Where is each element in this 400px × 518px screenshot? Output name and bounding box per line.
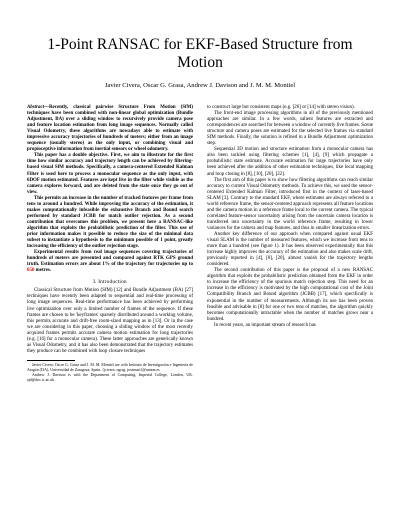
highlighted-number: 650 [27,268,35,274]
body-paragraph-7: In recent years, an important stream of research has [214,322,316,328]
abstract-text-1: —Recently, classical pairwise Structure From Motion (SfM) techniques have been combined with non-linear global optimization (Bundle Adjustment, BA) over a sliding window to recursively provide camera pose and feature location estimation from long image sequences. Normally called Visual Odometry, these algorithms are nowadays able to estimate with impressive accuracy trajectories of hundreds of meters; either from an image sequence (usually stereo) as the only input, or combining visual and propioceptive information from inertial sensors or wheel odometry. [27,105,193,153]
intro-paragraph-1: Classical Structure from Motion (SfM) [12] and Bundle Adjustment (BA) [27] techniques have recently been adapted to sequential and real-time processing of long image sequences. Real-time performance has been achieved by performing live optimization over only a limited number of frames of the sequence. If these frames are chosen to be 'keyframes' sparsely distributed around a working volume, this permits accurate and drift-free room-sized mapping as in [13]. Or in the case we are considering in this paper, choosing a sliding window of the most recently acquired frames permits accurate camera motion estimation for long trajectories (e.g. [16] for a monocular camera). These latter approaches are generically known as Visual Odometry, and it has also been demonstrated that the trajectory estimates they produce can be combined with loop closure techniques [27,288,193,354]
abstract-paragraph-3: This permits an increase in the number of tracked features per frame from tens to around a hundred. While improving the accuracy of the estimation, it makes computationally infeasible the exhaustive Branch and Bound search performed by standard JCBB for match outlier rejection. As a second contribution that overcomes this problem, we present here a RANSAC-like algorithm that exploits the probabilistic prediction of the filter. This use of prior information makes it possible to reduce the size of the minimal data subset to instantiate a hypothesis to the minimum possible of 1 point, greatly increasing the efficiency of the outlier rejection stage. [27,195,193,250]
abstract-text-4b: metres. [34,268,52,274]
abstract-label: Abstract [27,105,45,110]
two-column-body [27,105,373,383]
author-list: Javier Civera, Oscar G. Grasa, Andrew J. Davison and J. M. M. Montiel [104,82,296,89]
body-paragraph-2: The front-end image processing algorithms in all of the previously mentioned approaches are similar. In a few words, salient features are extracted and correspondences are searched for between a window of currently live frames. Scene structure and camera poses are estimated for the selected live frames via standard SfM methods. Finally, the solution is refined in a Bundle Adjustment optimization step. [207,111,373,147]
footnote-affiliation-1: Javier Civera, Oscar G. Grasa and J. M. M. Montiel are with Instituto de Investigación e Ingeniería de Aragón (I3A), Universidad de Zaragoza, Spain. {jcivera, ogrsg, josemari}@unizar.es [27,362,193,372]
body-paragraph-4: The first aim of this paper is to show how filtering algorithms can reach similar accuracy to current Visual Odometry methods. To achieve this, we used the sensor-centered Extended Kalman Filter, introduced first in the context of laser-based SLAM [3]. Contrary to the standard EKF, where estimates are always referred to a world reference frame, the sensor-centered approach represents all feature locations and the camera motion in a reference frame local to the current camera. The typical correlated feature-sensor uncertainty arising from the uncertain camera location is transferred into uncertainty in the world reference frame, resulting in lower variances for the camera and map features, and thus in smaller linearization errors. [207,177,373,231]
abstract-paragraph-2: This paper has a double objective. First, we aim to illustrate for the first time how similar accuracy and trajectory length can be achieved by filtering-based visual SfM methods. Specifically, a camera-centered Extended Kalman Filter is used here to process a monocular sequence as the only input, with 6DOF motion estimated. Features are kept live in the filter while visible as the camera explores forward, and are deleted from the state once they go out of view. [27,153,193,195]
footnotes [27,363,193,383]
abstract-text-4a: Experimental results from real image sequences covering trajectories of hundreds of meters are presented and compared against RTK GPS ground truth. Estimation errors are about 1% of the trajectory for trajectories up to [27,250,193,268]
body-paragraph-3: Sequential 3D motion and structure estimation from a monocular camera has also been tackled using filtering schemes [1], [4], [9] which propagate a probabilistic state estimate. Accurate estimation for large trajectories have only been achieved after the addition of other estimation techniques, like local mapping and loop closing in [8], [10], [20], [22]. [207,147,373,177]
footnote-divider [27,360,75,361]
abstract-paragraph-4 [27,250,193,274]
body-paragraph-6: The second contribution of this paper is the proposal of a new RANSAC algorithm that exploits the probabilistic prediction obtained from the EKF in order to increase the efficiency of the spurious match rejection step. This need for an increase in the efficiency is motivated by the high computational cost of the Joint Compatibility Branch and Bound algorithm (JCBB) [17], which specifically is exponential in the number of measurements. Although its use has been proven feasible and advisable in [8] for one or two tens of matches, the algorithm quickly becomes computationally intractable when the number of matches grows near a hundred. [207,268,373,322]
abstract-paragraph-1 [27,105,193,153]
footnote-affiliation-2: Andrew J. Davison is with the Department of Computing, Imperial College, London, UK. ajd@doc.ic.ac.uk [27,372,193,382]
body-paragraph-1: to construct large but consistent maps (e.g. [26] or [14] with stereo vision). [207,105,355,110]
abstract [27,105,193,274]
paper-title: 1-Point RANSAC for EKF-Based Structure from Motion [47,36,353,71]
body-paragraph-5: Another key difference of our approach when compared against usual EKF visual SLAM is the number of measured features, which we increase from tens to more than a hundred (see figure 1). It has been observed experimentally that this increase highly improves the accuracy of the estimation and also makes scale drift, previously reported in [4], [8], [20], almost vanish for the trajectory lengths considered. [207,231,373,268]
right-column [207,105,373,383]
section-heading-introduction: I. Introduction [93,279,127,286]
left-column [27,105,193,383]
